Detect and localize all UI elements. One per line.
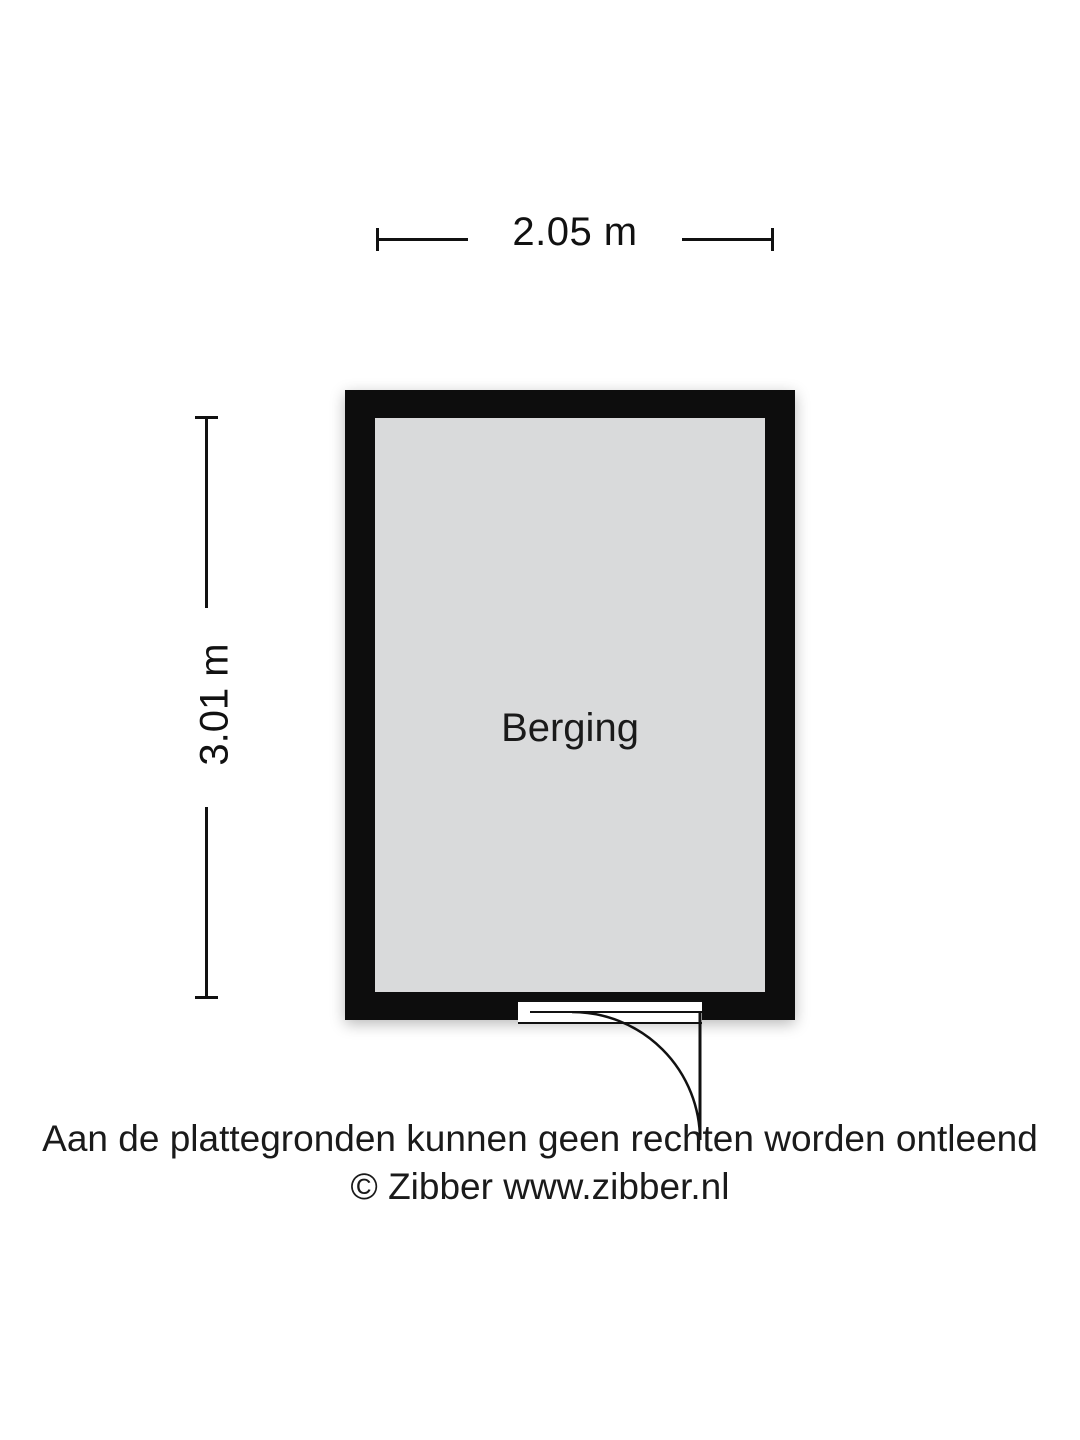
footer-disclaimer: Aan de plattegronden kunnen geen rechten worden ontleend <box>42 1118 1038 1159</box>
width-dimension-tick-end <box>771 228 774 251</box>
room-label: Berging <box>501 706 639 750</box>
width-dimension-tick-start <box>376 228 379 251</box>
door-opening <box>518 1000 702 1024</box>
height-dimension-label: 3.01 m <box>192 643 237 766</box>
footer-credit: © Zibber www.zibber.nl <box>350 1166 730 1207</box>
height-dimension <box>180 410 250 1005</box>
width-dimension-line-right <box>682 238 772 241</box>
width-dimension-line-left <box>378 238 468 241</box>
footer <box>0 1118 1080 1208</box>
width-dimension <box>370 210 780 270</box>
height-dimension-tick-end <box>195 996 218 999</box>
room-walls <box>345 390 795 1020</box>
height-dimension-line-bottom <box>205 807 208 997</box>
height-dimension-tick-start <box>195 416 218 419</box>
room-floor <box>375 418 765 992</box>
height-dimension-line-top <box>205 418 208 608</box>
width-dimension-label: 2.05 m <box>512 210 638 254</box>
